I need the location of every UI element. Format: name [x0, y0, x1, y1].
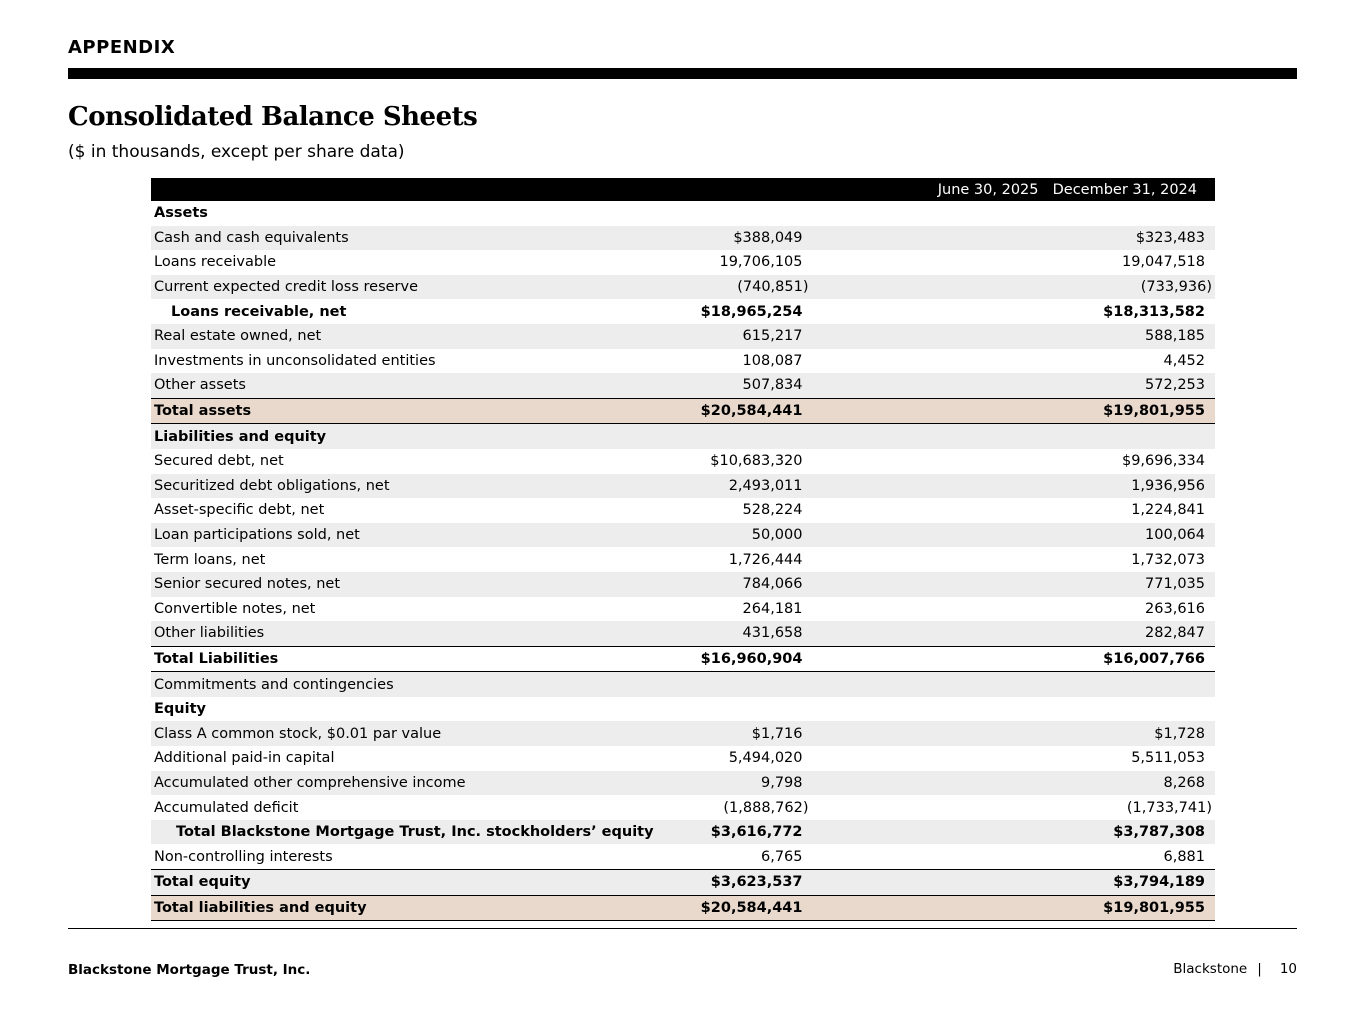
table-row: [151, 498, 1215, 523]
value-june-2025: $1,716: [657, 721, 1051, 746]
value-june-2025: $3,616,772: [657, 820, 1051, 845]
value-june-2025: 615,217: [657, 324, 1051, 349]
value-dec-2024: 263,616: [1145, 600, 1205, 617]
value-june-2025: 6,765: [760, 848, 803, 865]
value-june-2025: $3,623,537: [657, 870, 1051, 896]
value-june-2025: (740,851): [657, 275, 1051, 300]
value-dec-2024: 19,047,518: [1121, 254, 1205, 271]
value-june-2025: [657, 201, 1051, 226]
table-row: [151, 597, 1215, 622]
row-label: Securitized debt obligations, net: [151, 474, 657, 499]
row-label: Total equity: [151, 870, 657, 896]
table-row: [151, 201, 1215, 226]
value-dec-2024: $3,787,308: [1051, 820, 1216, 845]
row-label: Additional paid-in capital: [154, 750, 335, 767]
row-label: Loan participations sold, net: [151, 523, 657, 548]
value-dec-2024: $19,801,955: [1051, 895, 1216, 921]
value-dec-2024: 771,035: [1051, 572, 1216, 597]
row-label: Cash and cash equivalents: [151, 226, 657, 251]
row-label: Term loans, net: [154, 551, 266, 568]
value-dec-2024: 4,452: [1163, 352, 1205, 369]
value-june-2025: $16,960,904: [657, 646, 1051, 672]
value-dec-2024: $1,728: [1051, 721, 1216, 746]
row-label: Total Liabilities: [151, 646, 657, 672]
column-label: December 31, 2024: [1052, 181, 1197, 198]
table-row: [151, 523, 1215, 548]
row-label: Assets: [154, 205, 208, 222]
label-column-header: [151, 178, 657, 201]
value-june-2025: 507,834: [657, 373, 1051, 398]
value-dec-2024: 6,881: [1163, 848, 1205, 865]
value-june-2025: $10,683,320: [710, 453, 803, 470]
row-label: Asset-specific debt, net: [154, 502, 325, 519]
value-june-2025: 1,726,444: [728, 551, 803, 568]
table-row: [151, 547, 1215, 572]
column-header-dec-2024: [1051, 178, 1216, 201]
column-header-june-2025: [657, 178, 1051, 201]
table-row: [151, 844, 1215, 869]
table-row: [151, 449, 1215, 474]
balance-sheet-table: [151, 178, 1215, 921]
row-label: Total assets: [151, 398, 657, 424]
value-june-2025: 264,181: [742, 600, 803, 617]
value-dec-2024: 588,185: [1051, 324, 1216, 349]
table-row: [151, 795, 1215, 820]
value-dec-2024: 1,936,956: [1051, 474, 1216, 499]
value-june-2025: (1,888,762): [723, 799, 809, 816]
table-row: [151, 572, 1215, 597]
value-june-2025: 9,798: [657, 771, 1051, 796]
value-june-2025: $18,965,254: [700, 303, 803, 320]
value-june-2025: [657, 672, 1051, 697]
row-label: Commitments and contingencies: [151, 672, 657, 697]
value-june-2025: [657, 424, 1051, 449]
value-june-2025: 19,706,105: [719, 254, 803, 271]
value-june-2025: $20,584,441: [657, 895, 1051, 921]
value-dec-2024: $19,801,955: [1051, 398, 1216, 424]
table-row: [151, 672, 1215, 697]
value-dec-2024: 1,224,841: [1131, 502, 1205, 519]
footer-brand: Blackstone: [1173, 961, 1248, 977]
table-row: [151, 299, 1215, 324]
page-subtitle: ($ in thousands, except per share data): [68, 142, 405, 162]
value-dec-2024: [1051, 672, 1216, 697]
value-june-2025: 2,493,011: [657, 474, 1051, 499]
footer-right: [1163, 961, 1297, 977]
table-row: [151, 746, 1215, 771]
table-row: [151, 226, 1215, 251]
value-dec-2024: $16,007,766: [1051, 646, 1216, 672]
footer-company: Blackstone Mortgage Trust, Inc.: [68, 962, 311, 978]
value-dec-2024: 1,732,073: [1131, 551, 1205, 568]
value-june-2025: 108,087: [742, 352, 803, 369]
table-row: [151, 424, 1215, 449]
row-label: Loans receivable, net: [171, 303, 347, 320]
value-dec-2024: [1051, 697, 1216, 722]
value-dec-2024: (733,936): [1051, 275, 1216, 300]
table-row: [151, 324, 1215, 349]
value-dec-2024: [1051, 424, 1216, 449]
table-row: [151, 721, 1215, 746]
row-label: Non-controlling interests: [154, 848, 333, 865]
row-label: Real estate owned, net: [151, 324, 657, 349]
column-label: June 30, 2025: [937, 181, 1039, 198]
page-number: 10: [1279, 961, 1297, 977]
row-label: Loans receivable: [154, 254, 277, 271]
value-june-2025: 5,494,020: [728, 750, 803, 767]
row-label: Total Blackstone Mortgage Trust, Inc. stockholders’ equity: [151, 820, 657, 845]
row-label: Senior secured notes, net: [151, 572, 657, 597]
value-june-2025: $20,584,441: [657, 398, 1051, 424]
value-june-2025: 528,224: [742, 502, 803, 519]
table-row: [151, 373, 1215, 398]
table-row: [151, 474, 1215, 499]
table-header-row: [151, 178, 1215, 201]
row-label: Liabilities and equity: [151, 424, 657, 449]
value-dec-2024: (1,733,741): [1126, 799, 1212, 816]
row-label: Investments in unconsolidated entities: [154, 352, 436, 369]
row-label: Other liabilities: [151, 621, 657, 646]
footer-separator: |: [1257, 961, 1262, 977]
row-label: Convertible notes, net: [154, 600, 316, 617]
table-row: [151, 771, 1215, 796]
page-title: Consolidated Balance Sheets: [68, 102, 478, 132]
table-row: [151, 349, 1215, 374]
value-dec-2024: $3,794,189: [1051, 870, 1216, 896]
value-dec-2024: [1051, 201, 1216, 226]
value-dec-2024: 100,064: [1051, 523, 1216, 548]
value-dec-2024: 8,268: [1051, 771, 1216, 796]
value-dec-2024: 5,511,053: [1131, 750, 1205, 767]
row-label: Class A common stock, $0.01 par value: [151, 721, 657, 746]
table-row: [151, 870, 1215, 896]
value-june-2025: 784,066: [657, 572, 1051, 597]
value-june-2025: $388,049: [657, 226, 1051, 251]
table-row: [151, 646, 1215, 672]
table-row: [151, 275, 1215, 300]
table-row: [151, 398, 1215, 424]
table-row: [151, 895, 1215, 921]
value-june-2025: 431,658: [657, 621, 1051, 646]
header-divider: [68, 68, 1297, 79]
section-label: APPENDIX: [68, 37, 176, 58]
table-row: [151, 697, 1215, 722]
row-label: Accumulated deficit: [154, 799, 299, 816]
value-dec-2024: $9,696,334: [1121, 453, 1205, 470]
footer-divider: [68, 928, 1297, 929]
table-row: [151, 250, 1215, 275]
row-label: Other assets: [151, 373, 657, 398]
table-row: [151, 820, 1215, 845]
table-row: [151, 621, 1215, 646]
value-june-2025: [657, 697, 1051, 722]
value-june-2025: 50,000: [657, 523, 1051, 548]
value-dec-2024: 282,847: [1051, 621, 1216, 646]
row-label: Current expected credit loss reserve: [151, 275, 657, 300]
value-dec-2024: $323,483: [1051, 226, 1216, 251]
row-label: Total liabilities and equity: [151, 895, 657, 921]
row-label: Equity: [154, 701, 206, 718]
value-dec-2024: $18,313,582: [1103, 303, 1205, 320]
row-label: Secured debt, net: [154, 453, 284, 470]
row-label: Accumulated other comprehensive income: [151, 771, 657, 796]
value-dec-2024: 572,253: [1051, 373, 1216, 398]
